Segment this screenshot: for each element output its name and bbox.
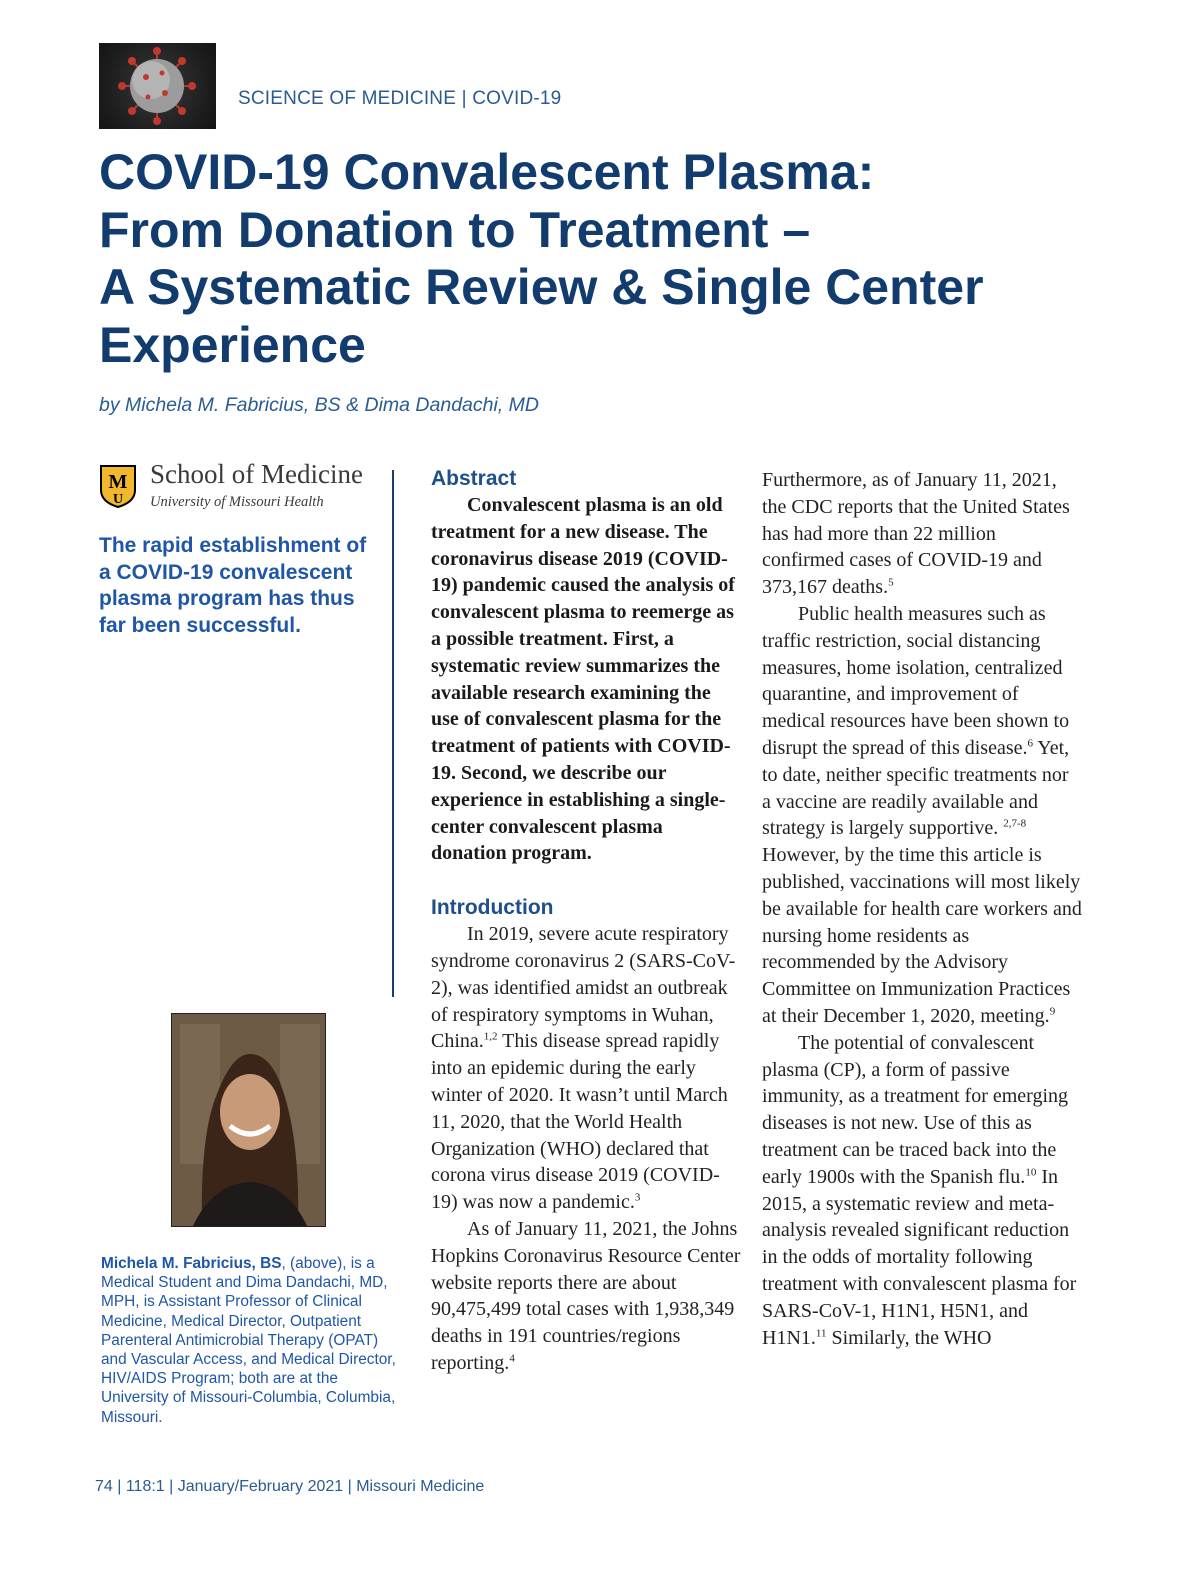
intro-text: In 2019, severe acute respiratory syndrome coronavirus 2 (SARS-CoV-2), was identified amidst an outbreak of respiratory symptoms in Wuhan, China. xyxy=(431,923,736,1053)
body-text: Furthermore, as of January 11, 2021, the CDC reports that the United States has had more than 22 million confirmed cases of COVID-19 and 373,167 deaths. xyxy=(762,469,1070,599)
svg-text:U: U xyxy=(112,492,124,507)
citation: 2,7-8 xyxy=(1003,817,1027,830)
logo-subtitle: University of Missouri Health xyxy=(150,494,324,510)
title-line: Experience xyxy=(99,316,366,373)
body-text: Public health measures such as traffic restriction, social distancing measures, home isolation, centralized quarantine, and improvement of medical resources have been shown to disrupt the spread of this disease. xyxy=(762,602,1070,759)
body-text: However, by the time this article is published, vaccinations will most likely be available for health care workers and nursing home residents as recommended by the Advisory Committee on Immunization Practices at their December 1, 2020, meeting. xyxy=(762,844,1082,1027)
page-footer: 74 | 118:1 | January/February 2021 | Missouri Medicine xyxy=(95,1478,485,1495)
introduction-heading: Introduction xyxy=(431,896,554,920)
middle-column xyxy=(431,466,743,1377)
author-bio-text: , (above), is a Medical Student and Dima Dandachi, MD, MPH, is Assistant Professor of Clinical Medicine, Medical Director, Outpatient Parenteral Antimicrobial Therapy (OPAT) and Vascular Access, and Medical Director, HIV/AIDS Program; both are at the University of Missouri-Columbia, Columbia, Missouri. xyxy=(101,1255,396,1426)
intro-text: This disease spread rapidly into an epidemic during the early winter of 2020. It wasn’t until March 11, 2020, that the World Health Organization (WHO) declared that corona virus disease 2019 (COVID-19) was now a pandemic. xyxy=(431,1030,728,1214)
abstract-heading: Abstract xyxy=(431,467,517,490)
author-bio xyxy=(101,1254,401,1427)
citation: 5 xyxy=(888,576,894,589)
right-column xyxy=(762,467,1082,1351)
mu-shield-icon xyxy=(99,464,137,508)
svg-text:M: M xyxy=(108,471,128,493)
author-bio-name: Michela M. Fabricius, BS xyxy=(101,1255,282,1272)
intro-paragraph xyxy=(431,1216,743,1377)
citation: 1,2 xyxy=(483,1030,498,1043)
citation: 10 xyxy=(1025,1166,1037,1179)
body-text: Yet, to date, neither specific treatments nor a vaccine are readily available and strategy is largely supportive. xyxy=(762,736,1070,840)
citation: 9 xyxy=(1049,1005,1056,1018)
body-text: Similarly, the WHO xyxy=(826,1326,992,1349)
citation: 6 xyxy=(1027,737,1033,750)
title-line: COVID-19 Convalescent Plasma: xyxy=(99,144,875,200)
byline: by Michela M. Fabricius, BS & Dima Dandachi, MD xyxy=(99,394,539,416)
title-line: From Donation to Treatment – xyxy=(99,201,811,258)
abstract-text: Convalescent plasma is an old treatment for a new disease. The coronavirus disease 2019 (COVID-19) pandemic caused the analysis of convalescent plasma to reemerge as a possible treatment. First, a systematic review summarizes the available research examining the use of convalescent plasma for the treatment of patients with COVID-19. Second, we describe our experience in establishing a single-center convalescent plasma donation program. xyxy=(431,494,735,865)
citation: 11 xyxy=(815,1326,827,1339)
coronavirus-image xyxy=(99,43,216,129)
body-paragraph xyxy=(762,467,1082,601)
body-text: The potential of convalescent plasma (CP), a form of passive immunity, as a treatment for emerging diseases is not new. Use of this as treatment can be traced back into the early 1900s with the Spanish flu. xyxy=(762,1031,1069,1188)
intro-text: As of January 11, 2021, the Johns Hopkins Coronavirus Resource Center website reports there are about 90,475,499 total cases with 1,938,349 deaths in 191 countries/regions reporting. xyxy=(431,1217,741,1374)
section-label: SCIENCE OF MEDICINE | COVID-19 xyxy=(238,88,562,109)
citation: 3 xyxy=(634,1191,641,1204)
pull-quote: The rapid establishment of a COVID-19 convalescent plasma program has thus far been successful. xyxy=(99,534,367,638)
body-paragraph xyxy=(762,1030,1082,1352)
school-logo xyxy=(99,459,389,514)
column-divider xyxy=(392,470,394,997)
body-text: In 2015, a systematic review and meta-analysis revealed significant reduction in the odds of mortality following treatment with convalescent plasma for SARS-CoV-1, H1N1, H5N1, and H1N1. xyxy=(762,1165,1077,1349)
author-photo xyxy=(171,1013,326,1227)
intro-paragraph xyxy=(431,921,743,1216)
title-line: A Systematic Review & Single Center xyxy=(99,259,984,315)
body-paragraph xyxy=(762,601,1082,1030)
article-title xyxy=(99,144,1099,374)
citation: 4 xyxy=(509,1352,515,1365)
logo-name: School of Medicine xyxy=(150,459,363,489)
